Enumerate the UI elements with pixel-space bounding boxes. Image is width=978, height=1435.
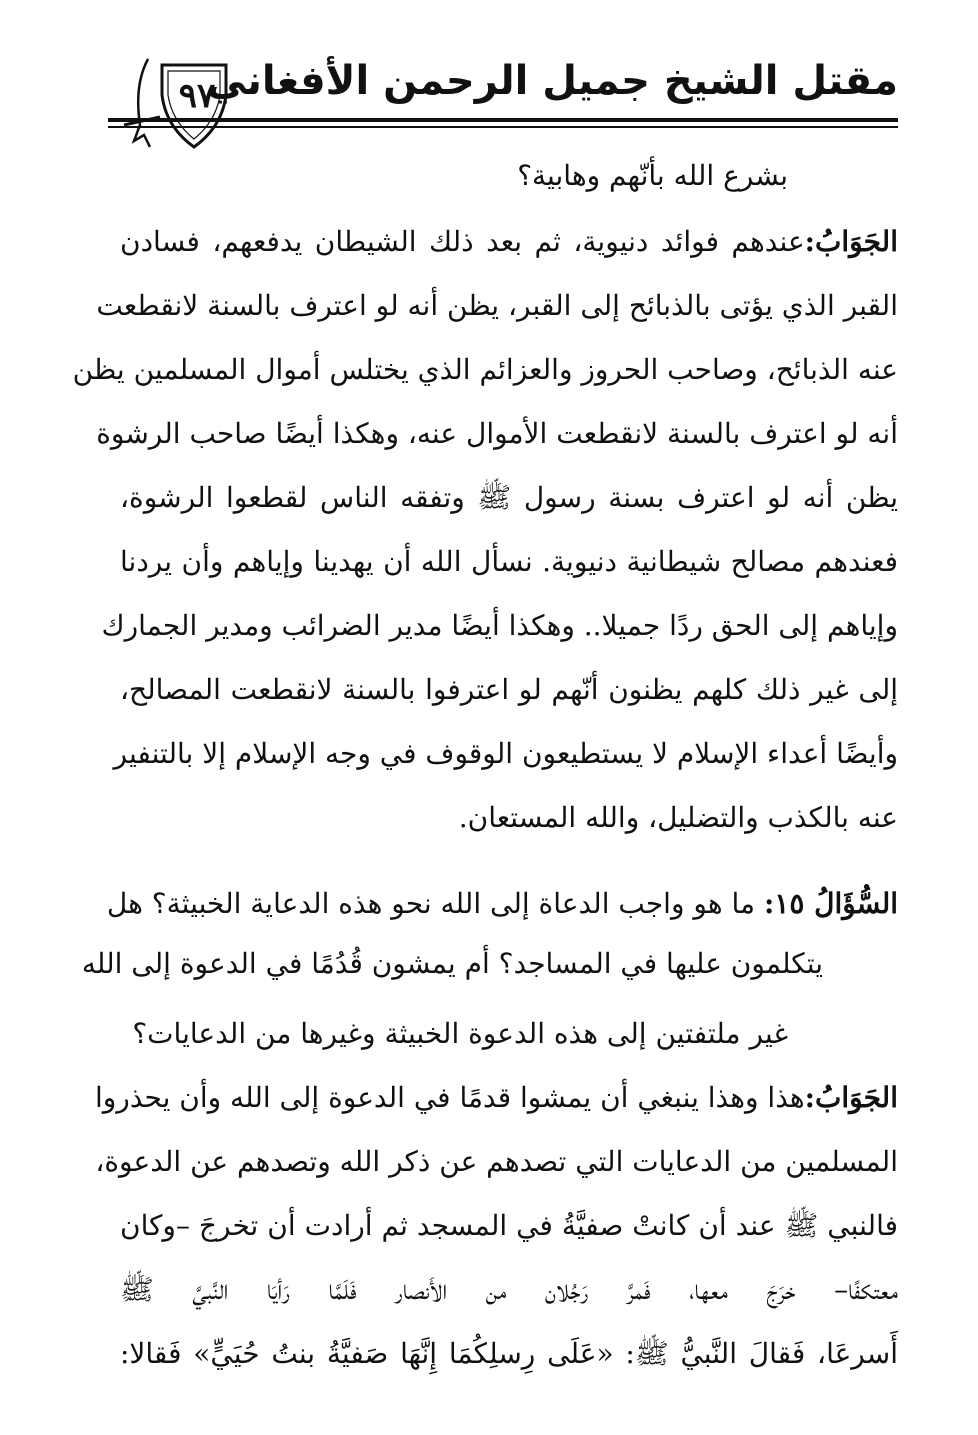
header-rule [108, 118, 898, 122]
question-line [106, 884, 898, 924]
text-line: بشرع الله بأنّهم وهابية؟ [517, 159, 788, 192]
question-line: غير ملتفتين إلى هذه الدعوة الخبيثة وغيرها من الدعايات؟ [132, 1017, 788, 1050]
question-label: السُّؤَالُ ١٥: [763, 887, 898, 920]
page-header-title: مقتل الشيخ جميل الرحمن الأفغاني [206, 58, 898, 104]
text-line [120, 222, 898, 262]
text-line: فعندهم مصالح شيطانية دنيوية. نسأل الله أن يهدينا وإياهم وأن يردنا [120, 545, 898, 578]
text-line: إلى غير ذلك كلهم يظنون أنّهم لو اعترفوا بالسنة لانقطعت المصالح، [120, 673, 898, 706]
text-line: عنه الذبائح، وصاحب الحروز والعزائم الذي يختلس أموال المسلمين يظن [72, 353, 898, 386]
text-line: أنه لو اعترف بالسنة لانقطعت الأموال عنه، وهكذا أيضًا صاحب الرشوة [96, 417, 898, 450]
text-line: وإياهم إلى الحق ردًا جميلا.. وهكذا أيضًا مدير الضرائب ومدير الجمارك [101, 609, 898, 642]
text-line: عنه بالكذب والتضليل، والله المستعان. [458, 801, 898, 834]
answer-label: الجَوَابُ: [804, 1081, 898, 1114]
text-line: وأيضًا أعداء الإسلام لا يستطيعون الوقوف في وجه الإسلام إلا بالتنفير [113, 737, 898, 770]
header-rule-thin [108, 126, 898, 128]
answer-text: هذا وهذا ينبغي أن يمشوا قدمًا في الدعوة إلى الله وأن يحذروا [95, 1081, 805, 1114]
page-number: ٩٧ [178, 76, 216, 116]
text-line: أَسرعَا، فَقالَ النَّبيُّ ﷺ: «عَلَى رِسلِكُمَا إِنَّهَا صَفيَّةُ بنتُ حُيَيٍّ» فَقالا: [120, 1337, 898, 1370]
question-text: ما هو واجب الدعاة إلى الله نحو هذه الدعاية الخبيثة؟ هل [106, 887, 756, 920]
text-line: فالنبي ﷺ عند أن كانتْ صفيَّةُ في المسجد ثم أرادت أن تخرجَ –وكان [120, 1209, 898, 1242]
answer-label: الجَوَابُ: [804, 225, 898, 258]
text-line: القبر الذي يؤتى بالذبائح إلى القبر، يظن أنه لو اعترف بالسنة لانقطعت [96, 289, 898, 322]
text-line [95, 1078, 898, 1118]
text-line: معتكفًا– خرَجَ معها، فَمرَّ رَجُلان من الأَنصار فَلَمَّا رَأيَا النَّبيَّ ﷺ [120, 1273, 898, 1306]
answer-text: عندهم فوائد دنيوية، ثم بعد ذلك الشيطان يدفعهم، فسادن [120, 225, 805, 258]
text-line: يظن أنه لو اعترف بسنة رسول ﷺ وتفقه الناس لقطعوا الرشوة، [120, 481, 898, 514]
text-line: المسلمين من الدعايات التي تصدهم عن ذكر الله وتصدهم عن الدعوة، [95, 1145, 898, 1178]
question-line: يتكلمون عليها في المساجد؟ أم يمشون قُدُمًا في الدعوة إلى الله [81, 947, 823, 980]
